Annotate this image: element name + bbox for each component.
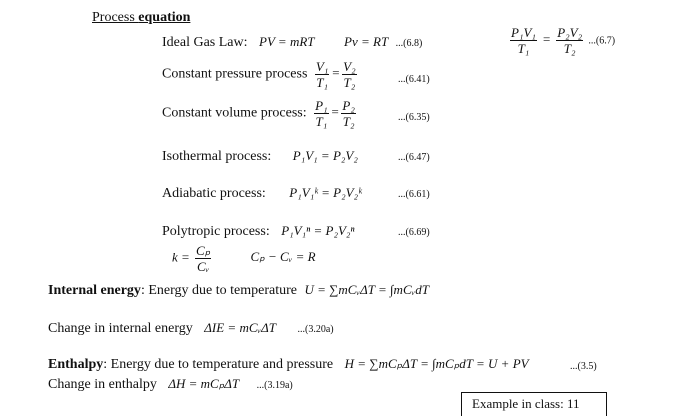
polytropic-ref: ...(6.69) (398, 227, 430, 238)
const-pressure-row: Constant pressure process $\frac{\text{V₁}}{\text{T₁}}$ = $\frac{\text{V₂}}{\text{T₂}}$ (162, 59, 356, 90)
adiabatic-eq: P₁V₁ᵏ = P₂V₂ᵏ (289, 185, 362, 200)
enthalpy-eq: H = ∑mCₚΔT = ∫mCₚdT = U + PV (344, 356, 529, 371)
enthalpy-row (48, 356, 529, 373)
internal-energy-text: : Energy due to temperature (140, 283, 297, 298)
change-enthalpy-label: Change in enthalpy (48, 377, 157, 392)
internal-energy-title: Internal energy (48, 283, 141, 298)
isothermal-ref: ...(6.47) (398, 152, 430, 163)
heading-prefix: Process (92, 10, 139, 25)
const-pressure-lhs (315, 60, 329, 89)
ideal-gas-eq1: PV = mRT (259, 34, 315, 49)
section-heading (92, 10, 190, 26)
isothermal-eq: P₁V₁ = P₂V₂ (292, 148, 358, 163)
ideal-gas-ref: ...(6.8) (395, 38, 423, 49)
k-fraction (195, 244, 211, 273)
combined-ref: ...(6.7) (588, 35, 616, 47)
change-internal-ref: ...(3.20a) (297, 324, 334, 335)
polytropic-label: Polytropic process: (162, 224, 270, 239)
adiabatic-row (162, 185, 362, 202)
const-pressure-rhs (342, 60, 356, 89)
combined-lhs-den: T₁ (517, 41, 530, 56)
combined-rhs-den: T₂ (563, 41, 576, 56)
const-pressure-ref: ...(6.41) (398, 74, 430, 85)
internal-energy-row (48, 282, 429, 299)
change-enthalpy-ref: ...(3.19a) (256, 380, 293, 391)
cp-lhs-den: T₁ (316, 75, 329, 90)
cp-rhs-num: V₂ (343, 59, 356, 74)
change-enthalpy-row (48, 376, 293, 393)
combined-law: $\frac{\text{P₁V₁}}{\text{T₁}}$ = $\frac{\text{P₂V₂}}{\text{T₂}}$ ...(6.7) (511, 25, 616, 56)
change-internal-eq: ΔIE = mCᵥΔT (204, 320, 276, 335)
isothermal-label: Isothermal process: (162, 149, 272, 164)
change-internal-label: Change in internal energy (48, 321, 193, 336)
k-definition (172, 244, 316, 273)
adiabatic-ref: ...(6.61) (398, 189, 430, 200)
example-box-text: Example in class: 11 (472, 396, 580, 411)
change-internal-row (48, 320, 334, 337)
k-num: Cₚ (196, 243, 211, 258)
combined-rhs (556, 26, 583, 55)
enthalpy-text: : Energy due to temperature and pressure (103, 357, 334, 372)
ideal-gas-eq2: Pv = RT (344, 34, 389, 49)
const-volume-lhs (314, 99, 328, 128)
cv-lhs-num: P₁ (315, 98, 328, 113)
adiabatic-label: Adiabatic process: (162, 186, 266, 201)
ideal-gas-label: Ideal Gas Law: (162, 35, 248, 50)
const-volume-rhs (341, 99, 355, 128)
const-volume-row: Constant volume process: $\frac{\text{P₁}}{\text{T₁}}$ = $\frac{\text{P₂}}{\text{T₂}}$ (162, 98, 355, 129)
heading-bold: equation (138, 10, 191, 25)
combined-rhs-num: P₂V₂ (557, 25, 583, 40)
combined-lhs (510, 26, 537, 55)
enthalpy-title: Enthalpy (48, 357, 104, 372)
k-den: Cᵥ (197, 259, 210, 274)
change-enthalpy-eq: ΔH = mCₚΔT (168, 376, 240, 391)
combined-lhs-num: P₁V₁ (511, 25, 536, 40)
polytropic-eq: P₁V₁ⁿ = P₂V₂ⁿ (281, 223, 355, 238)
internal-energy-eq: U = ∑mCᵥΔT = ∫mCᵥdT (304, 282, 429, 297)
const-pressure-label: Constant pressure process (162, 66, 308, 82)
const-volume-label: Constant volume process: (162, 105, 307, 121)
k-relation: Cₚ − Cᵥ = R (250, 249, 316, 265)
cv-rhs-num: P₂ (342, 98, 355, 113)
const-volume-ref: ...(6.35) (398, 112, 430, 123)
cp-rhs-den: T₂ (343, 75, 356, 90)
example-box (461, 392, 607, 416)
cv-rhs-den: T₂ (342, 114, 355, 129)
ideal-gas-row (162, 34, 422, 51)
cp-lhs-num: V₁ (315, 59, 329, 74)
polytropic-row (162, 223, 355, 240)
k-lhs: k = (172, 249, 190, 265)
cv-lhs-den: T₁ (315, 114, 328, 129)
enthalpy-ref: ...(3.5) (570, 361, 597, 372)
isothermal-row (162, 148, 358, 165)
